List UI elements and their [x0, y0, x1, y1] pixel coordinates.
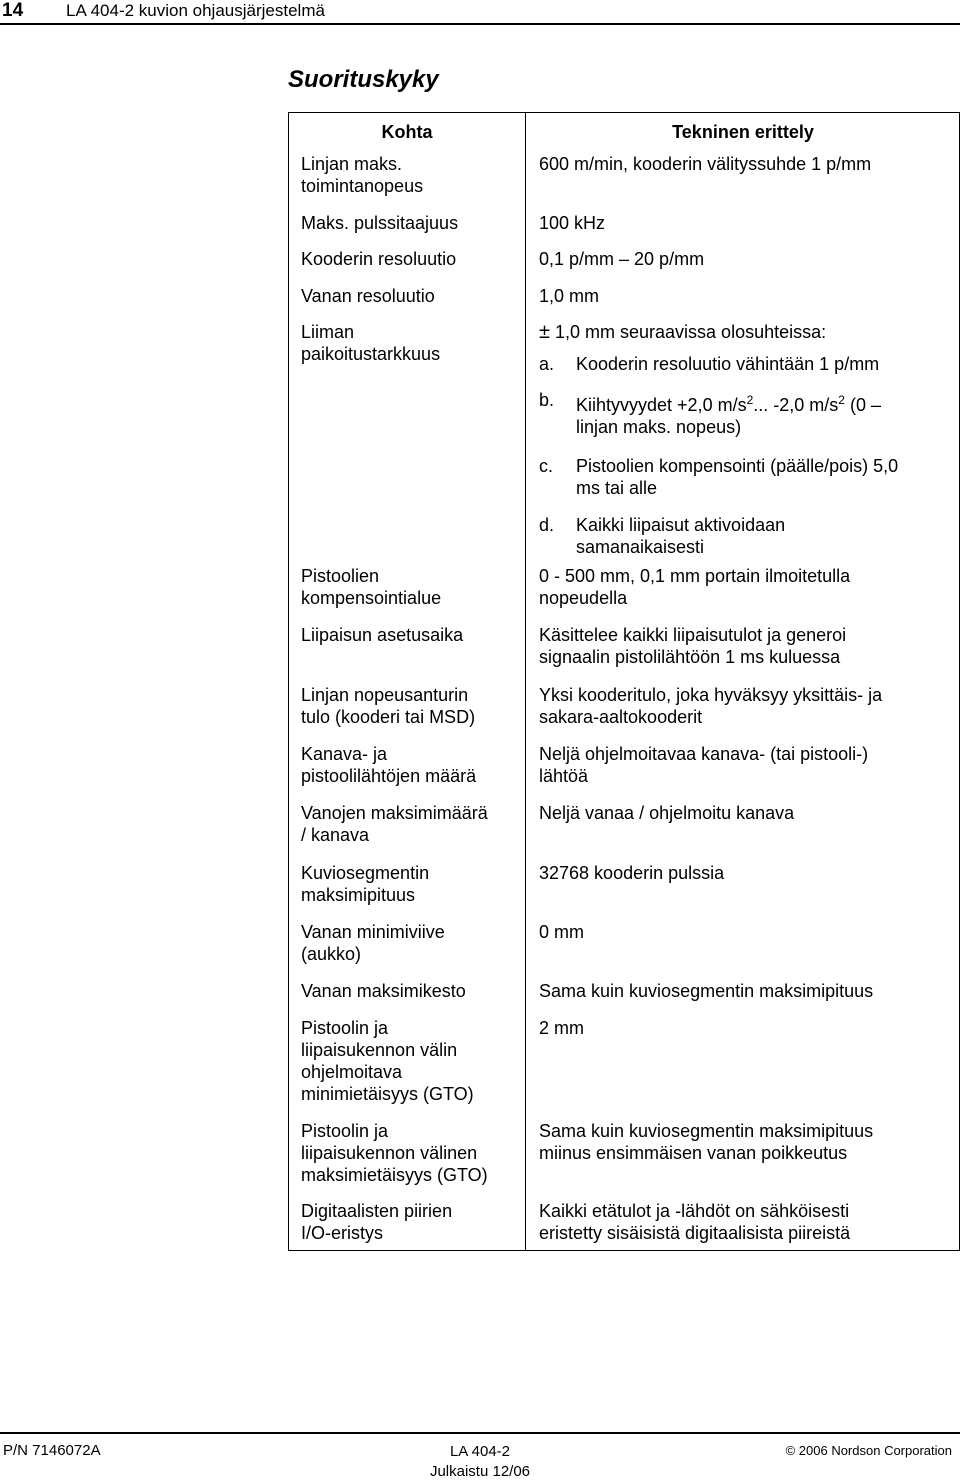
column-header-item: Kohta: [381, 122, 433, 142]
spec-cell: 2 mm: [539, 1018, 584, 1038]
column-header-spec: Tekninen erittely: [672, 122, 814, 142]
spec-cell: 0,1 p/mm – 20 p/mm: [539, 249, 705, 269]
spec-table: [288, 112, 960, 1251]
item-cell: Liipaisun asetusaika: [301, 625, 464, 645]
spec-cell: Neljä vanaa / ohjelmoitu kanava: [539, 803, 795, 823]
condition-item: [539, 455, 954, 499]
footer-rule: [0, 1432, 960, 1434]
item-cell: Pistoolin ja liipaisukennon välin ohjelmoitava minimietäisyys (GTO): [301, 1018, 474, 1104]
item-cell: Kooderin resoluutio: [301, 249, 457, 269]
header-rule: [0, 23, 960, 25]
condition-item: [539, 514, 954, 558]
spec-cell: 32768 kooderin pulssia: [539, 863, 725, 883]
spec-cell: Sama kuin kuviosegmentin maksimipituus miinus ensimmäisen vanan poikkeutus: [539, 1121, 874, 1163]
item-cell: Vanan maksimikesto: [301, 981, 466, 1001]
item-cell: Linjan maks. toimintanopeus: [301, 154, 424, 196]
section-title: Suorituskyky: [288, 66, 439, 93]
item-cell: Kuviosegmentin maksimipituus: [301, 863, 430, 905]
page-header: [0, 0, 960, 24]
spec-cell: Sama kuin kuviosegmentin maksimipituus: [539, 981, 874, 1001]
condition-text: Kaikki liipaisut aktivoidaan samanaikaisesti: [576, 515, 786, 557]
item-cell: Pistoolien kompensointialue: [301, 566, 442, 608]
item-cell: Vanan resoluutio: [301, 286, 435, 306]
item-cell: Kanava- ja pistoolilähtöjen määrä: [301, 744, 477, 786]
spec-cell: 0 - 500 mm, 0,1 mm portain ilmoitetulla nopeudella: [539, 566, 851, 608]
condition-text: Kiihtyvyydet +2,0 $m/s^2$... -2,0 $m/s^2$ (0 – linjan maks. nopeus): [576, 393, 882, 437]
spec-cell: Käsittelee kaikki liipaisutulot ja generoi signaalin pistolilähtöön 1 ms kuluessa: [539, 625, 847, 667]
document-title: LA 404-2 kuvion ohjausjärjestelmä: [66, 1, 325, 20]
spec-cell: [539, 321, 954, 343]
spec-cell: Kaikki etätulot ja -lähdöt on sähköisesti eristetty sisäisistä digitaalisista piireistä: [539, 1201, 851, 1243]
item-cell: Pistoolin ja liipaisukennon välinen maksimietäisyys (GTO): [301, 1121, 488, 1185]
item-cell: Vanojen maksimimäärä / kanava: [301, 803, 488, 845]
plus-minus-symbol: ±: [539, 321, 550, 343]
condition-label: d.: [539, 515, 555, 535]
model-name: LA 404-2: [449, 1443, 511, 1460]
condition-label: b.: [539, 390, 555, 410]
condition-item: [539, 353, 954, 375]
item-cell: Liiman paikoitustarkkuus: [301, 322, 441, 364]
spec-cell: 600 m/min, kooderin välityssuhde 1 p/mm: [539, 154, 872, 174]
spec-cell: Neljä ohjelmoitavaa kanava- (tai pistooli-) lähtöä: [539, 744, 869, 786]
item-cell: Maks. pulssitaajuus: [301, 213, 459, 233]
spec-cell: 1,0 mm: [539, 286, 600, 306]
condition-text: Pistoolien kompensointi (päälle/pois) 5,0 ms tai alle: [576, 456, 899, 498]
footer-center: [400, 1442, 560, 1480]
condition-item: [539, 389, 954, 438]
item-cell: Vanan minimiviive (aukko): [301, 922, 445, 964]
column-divider: [525, 113, 526, 1250]
spec-cell: 0 mm: [539, 922, 584, 942]
part-number: P/N 7146072A: [3, 1442, 101, 1459]
copyright: © 2006 Nordson Corporation: [785, 1443, 952, 1458]
item-cell: Linjan nopeusanturin tulo (kooderi tai MSD): [301, 685, 476, 727]
item-cell: Digitaalisten piirien I/O-eristys: [301, 1201, 453, 1243]
condition-label: c.: [539, 456, 554, 476]
spec-cell: 100 kHz: [539, 213, 606, 233]
publication-date: Julkaistu 12/06: [429, 1463, 531, 1480]
spec-cell: Yksi kooderitulo, joka hyväksyy yksittäis- ja sakara-aaltokooderit: [539, 685, 883, 727]
condition-text: Kooderin resoluutio vähintään 1 p/mm: [576, 354, 880, 374]
spec-text: 1,0 mm seuraavissa olosuhteissa:: [555, 322, 827, 342]
page-number: 14: [2, 0, 24, 21]
condition-label: a.: [539, 354, 555, 374]
